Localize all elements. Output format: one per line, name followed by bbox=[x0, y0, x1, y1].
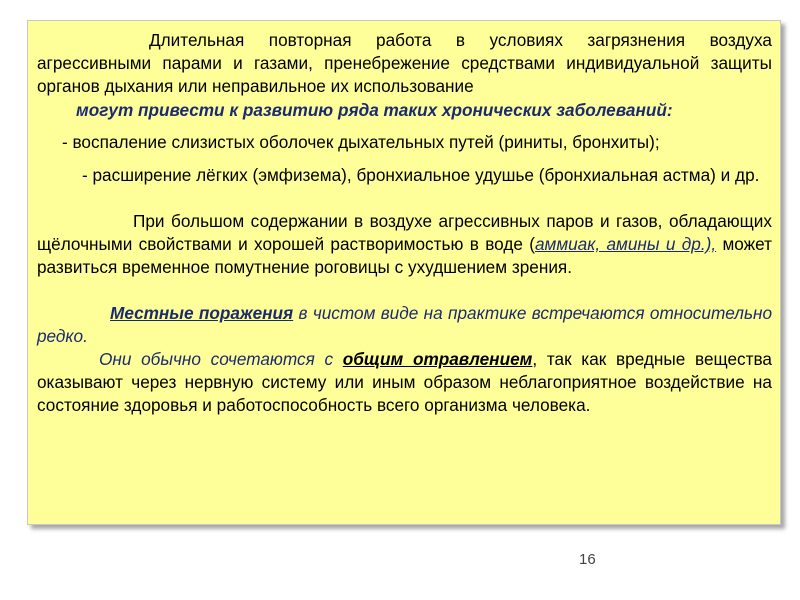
alkaline-vapors-paragraph bbox=[37, 210, 772, 279]
general-poisoning-text: , так как вредные вещества оказывают через нервную систему или иным образом неблагоприятное воздействие на состояние здоровья и работоспособность всего организма человека. bbox=[37, 349, 772, 415]
general-poisoning-paragraph bbox=[37, 348, 772, 417]
alkaline-examples: аммиак, амины и др.), bbox=[535, 234, 717, 254]
diseases-heading: могут привести к развитию ряда таких хронических заболеваний: bbox=[76, 100, 673, 120]
alkaline-vapors-text: При большом содержании в воздухе агрессивных паров и газов, обладающих щёлочными свойствами и хорошей растворимостью в воде ( bbox=[37, 211, 772, 254]
disease-item-emphysema: - расширение лёгких (эмфизема), бронхиальное удушье (бронхиальная астма) и др. bbox=[82, 165, 760, 185]
alkaline-vapors-text-end: может развиться временное помутнение роговицы с ухудшением зрения. bbox=[37, 234, 773, 277]
local-damage-text: в чистом виде на практике встречаются относительно редко. bbox=[37, 303, 772, 346]
general-poisoning-lead: Они обычно сочетаются с bbox=[99, 349, 343, 369]
general-poisoning-term: общим отравлением bbox=[342, 349, 533, 369]
local-damage-term: Местные поражения bbox=[110, 303, 294, 323]
intro-paragraph: Длительная повторная работа в условиях загрязнения воздуха агрессивными парами и газами, пренебрежение средствами индивидуальной защиты органов дыхания или неправильное их использование bbox=[37, 30, 772, 96]
slide-text-box bbox=[27, 20, 781, 525]
page-number: 16 bbox=[579, 551, 596, 568]
local-damage-paragraph bbox=[37, 302, 772, 348]
disease-item-inflammation: - воспаление слизистых оболочек дыхательных путей (риниты, бронхиты); bbox=[62, 132, 660, 152]
